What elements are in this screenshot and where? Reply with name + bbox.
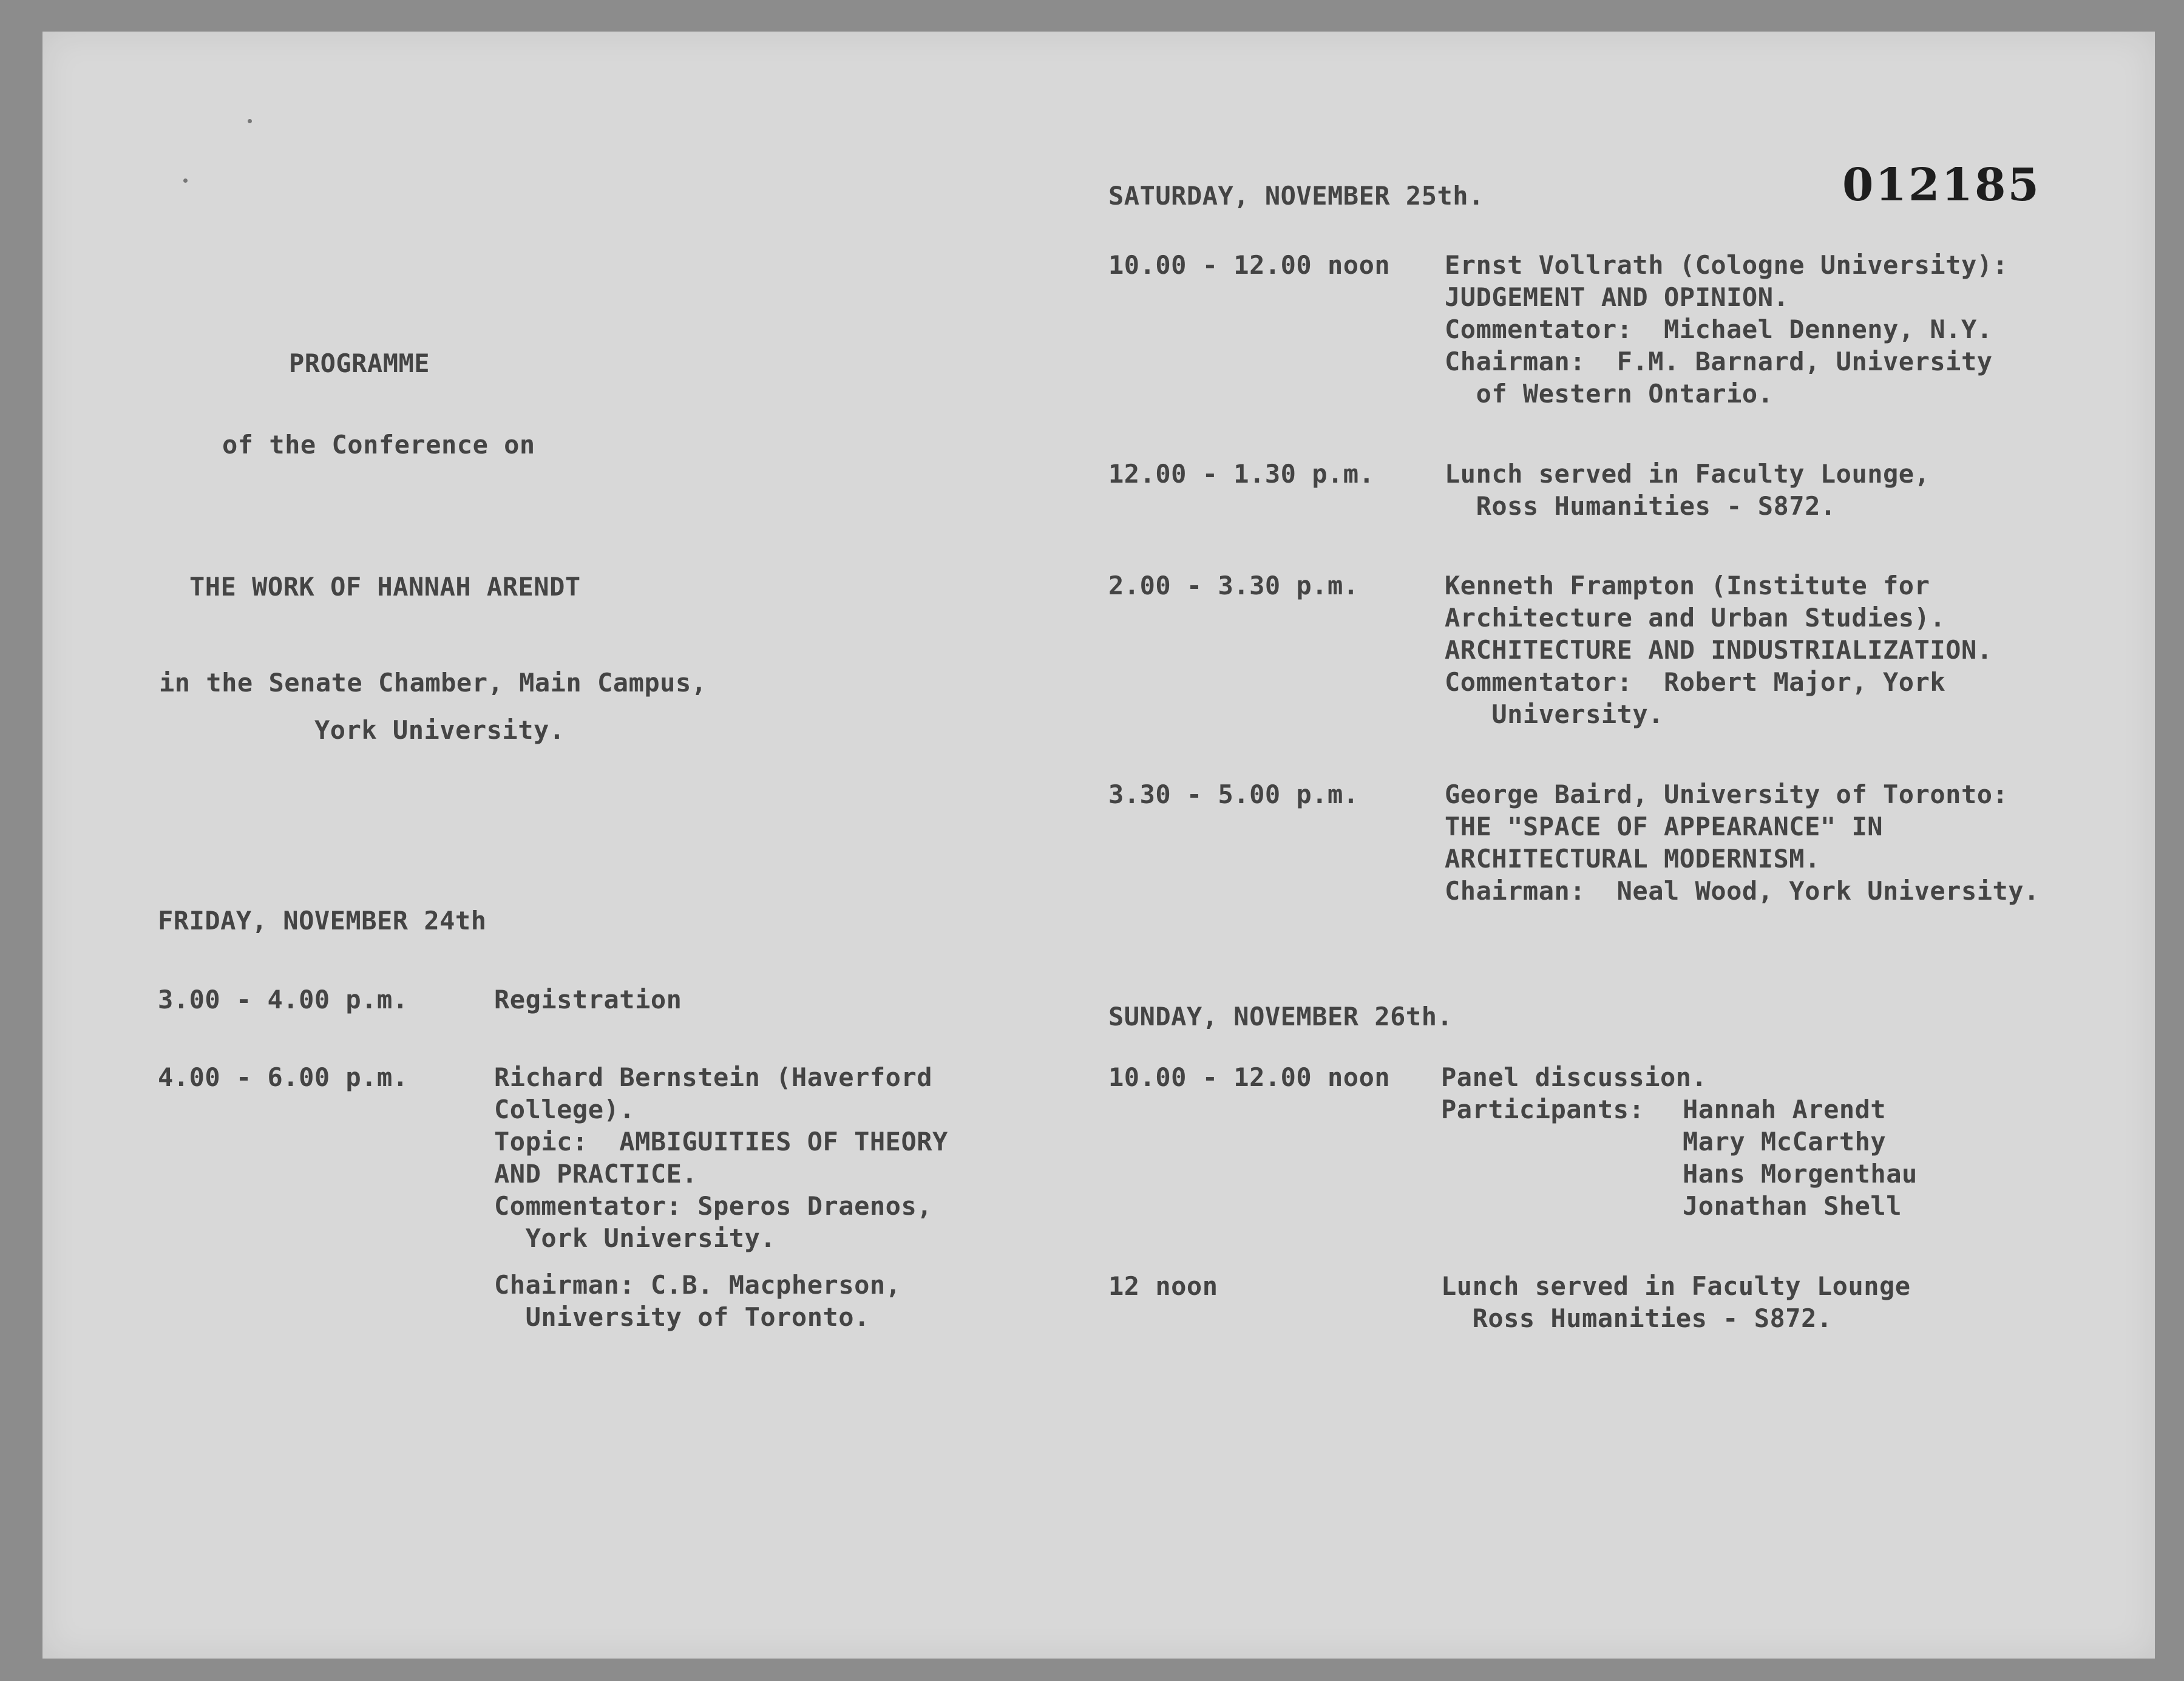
- participant-name: Mary McCarthy: [1683, 1127, 1887, 1156]
- friday-session-2-line: AND PRACTICE.: [494, 1159, 698, 1189]
- location-line-1: in the Senate Chamber, Main Campus,: [159, 668, 707, 698]
- paper-speck: [248, 119, 252, 123]
- friday-session-2-line: York University.: [494, 1223, 776, 1253]
- friday-heading: FRIDAY, NOVEMBER 24th: [158, 906, 487, 936]
- saturday-session-1-line: JUDGEMENT AND OPINION.: [1445, 282, 1789, 312]
- conference-name: THE WORK OF HANNAH ARENDT: [189, 572, 581, 602]
- saturday-session-1-time: 10.00 - 12.00 noon: [1108, 250, 1391, 280]
- friday-session-2-line: University of Toronto.: [494, 1302, 870, 1332]
- saturday-session-1-line: Commentator: Michael Denneny, N.Y.: [1445, 314, 1993, 344]
- saturday-session-1-line: Ernst Vollrath (Cologne University):: [1445, 250, 2009, 280]
- participant-name: Hannah Arendt: [1683, 1095, 1887, 1124]
- saturday-session-3-line: ARCHITECTURE AND INDUSTRIALIZATION.: [1445, 635, 1993, 665]
- saturday-session-4-line: THE "SPACE OF APPEARANCE" IN: [1445, 812, 1884, 841]
- stamp-number: 012185: [1842, 159, 2041, 211]
- sunday-heading: SUNDAY, NOVEMBER 26th.: [1108, 1002, 1453, 1031]
- friday-session-2-time: 4.00 - 6.00 p.m.: [158, 1062, 409, 1092]
- saturday-session-4-line: Chairman: Neal Wood, York University.: [1445, 876, 2040, 906]
- sunday-session-1-line: Panel discussion.: [1441, 1062, 1708, 1092]
- participants-label: Participants:: [1441, 1095, 1645, 1124]
- saturday-heading: SATURDAY, NOVEMBER 25th.: [1108, 181, 1484, 211]
- saturday-session-4-line: ARCHITECTURAL MODERNISM.: [1445, 844, 1820, 874]
- saturday-session-3-line: Commentator: Robert Major, York: [1445, 667, 1946, 697]
- saturday-session-3-time: 2.00 - 3.30 p.m.: [1108, 571, 1359, 600]
- participant-name: Hans Morgenthau: [1683, 1159, 1918, 1189]
- saturday-session-1-line: Chairman: F.M. Barnard, University: [1445, 347, 1993, 376]
- saturday-session-1-line: of Western Ontario.: [1445, 379, 1774, 409]
- of-conference-text: of the Conference on: [222, 430, 535, 460]
- saturday-session-4-line: George Baird, University of Toronto:: [1445, 779, 2009, 809]
- friday-session-2-line: Richard Bernstein (Haverford: [494, 1062, 933, 1092]
- sunday-session-1-time: 10.00 - 12.00 noon: [1108, 1062, 1391, 1092]
- location-line-2: York University.: [314, 715, 565, 745]
- saturday-session-2-line: Ross Humanities - S872.: [1445, 491, 1836, 521]
- participant-name: Jonathan Shell: [1683, 1191, 1902, 1221]
- sunday-session-2-line: Ross Humanities - S872.: [1441, 1303, 1833, 1333]
- saturday-session-3-line: University.: [1445, 699, 1664, 729]
- saturday-session-2-line: Lunch served in Faculty Lounge,: [1445, 459, 1930, 489]
- sunday-session-2-line: Lunch served in Faculty Lounge: [1441, 1271, 1911, 1301]
- friday-session-2-line: Chairman: C.B. Macpherson,: [494, 1270, 901, 1300]
- friday-session-1-time: 3.00 - 4.00 p.m.: [158, 985, 409, 1014]
- programme-title: PROGRAMME: [289, 348, 430, 378]
- sunday-session-2-time: 12 noon: [1108, 1271, 1218, 1301]
- saturday-session-3-line: Architecture and Urban Studies).: [1445, 603, 1946, 633]
- friday-session-2-line: Topic: AMBIGUITIES OF THEORY: [494, 1127, 948, 1156]
- friday-session-2-line: College).: [494, 1095, 636, 1124]
- friday-session-2-line: Commentator: Speros Draenos,: [494, 1191, 933, 1221]
- saturday-session-2-time: 12.00 - 1.30 p.m.: [1108, 459, 1375, 489]
- saturday-session-3-line: Kenneth Frampton (Institute for: [1445, 571, 1930, 600]
- friday-session-1-desc: Registration: [494, 985, 682, 1014]
- paper-speck: [183, 178, 188, 183]
- saturday-session-4-time: 3.30 - 5.00 p.m.: [1108, 779, 1359, 809]
